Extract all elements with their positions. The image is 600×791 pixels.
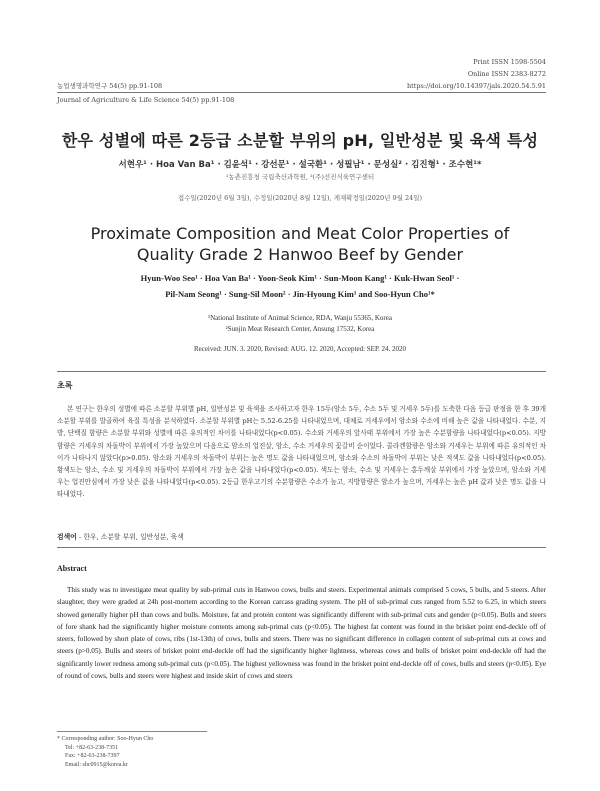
- title-en-line-2: Quality Grade 2 Hanwoo Beef by Gender: [136, 245, 464, 264]
- abstract-en-heading: Abstract: [57, 564, 87, 573]
- keywords: [57, 531, 184, 541]
- dates-en: Received: JUN. 3. 2020, Revised: AUG. 12. 2020, Accepted: SEP. 24. 2020: [193, 345, 407, 353]
- affiliation-en-line-1: ¹National Institute of Animal Science, RDA, Wanju 55365, Korea: [208, 314, 392, 322]
- title-en-line-1: Proximate Composition and Meat Color Properties of: [90, 224, 510, 243]
- keywords-label: 검색어: [57, 533, 77, 541]
- keywords-text: - 한우, 소분할 부위, 일반성분, 육색: [76, 533, 184, 541]
- footnote-divider: [57, 731, 207, 732]
- authors-en-line-2: Pil-Nam Seong¹ · Sung-Sil Moon² · Jin-Hyoung Kim¹ and Soo-Hyun Cho¹*: [165, 289, 435, 299]
- footnote: [57, 735, 153, 769]
- fax: Fax: +82-63-238-7397: [65, 753, 120, 760]
- authors-kr: 서현우¹ · Hoa Van Ba¹ · 김윤석¹ · 강선문¹ · 설국환¹ · 성필남¹ · 문성실² · 김진형¹ · 조수현¹*: [118, 160, 482, 170]
- print-issn: Print ISSN 1598-5504: [473, 58, 546, 66]
- tel: Tel: +82-63-238-7351: [65, 744, 119, 751]
- authors-en: [0, 270, 600, 302]
- abstract-kr-heading: 초록: [57, 380, 73, 390]
- journal-citation-kr: 농업생명과학연구 54(5) pp.91-108: [57, 82, 163, 90]
- affiliation-kr: ¹농촌진흥청 국립축산과학원, ²(주)선진식육연구센터: [225, 173, 375, 181]
- page-title-kr: 한우 성별에 따른 2등급 소분할 부위의 pH, 일반성분 및 육색 특성: [61, 131, 539, 150]
- abstract-en-body: This study was to investigate meat quality by sub-primal cuts in Hanwoo cows, bulls and steers. Experimental animals comprised 5 cows, 5 bulls, and 5 steers. After slaughter, they were graded at 24h post-mortem according to the Korean carcass grading system. The pH of sub-primal cuts ranged from 5.52 to 6.25, in which steers showed generally higher pH than cows and bulls. Moisture, fat and protein content was significantly different with sub-primal cuts and gender (p<0.05). Bulls and steers of fore shank had the significantly higher moisture contents among sub-primal cuts (p<0.05). The highest fat content was found in the brisket point end-deckle off of steers, followed by short plate of cows, ribs (1st-13th) of cows, bulls and steers. There was no significant difference in collagen content of sub-primal cuts at cows and steers (p>0.05). Bulls and steers of brisket point end-deckle off had the significantly higher lightness, whereas cows and bulls of brisket point end-deckle off had the significantly lower redness among sub-primal cuts (p<0.05). The highest yellowness was found in the brisket point end-deckle off of cows, bulls and steers (p<0.05). Eye of round of cows, bulls and steers were highest and inside skirt of cows and steers: [57, 586, 546, 681]
- doi-link[interactable]: https://doi.org/10.14397/jals.2020.54.5.91: [406, 82, 546, 90]
- abstract-kr-body: 본 연구는 한우의 성별에 따른 소분할 부위별 pH, 일반성분 및 육색을 조사하고자 한우 15두(암소 5두, 수소 5두 및 거세우 5두)를 도축한 다음 등급 판정을 한 후 39개 소분할 부위를 발골하여 육질 특성을 분석하였다. 소분할 부위별 pH는 5.52-6.25를 나타내었으며, 대체로 거세우에서 암소와 수소에 비해 높은 값을 나타내었다. 수분, 지방, 단백질 함량은 소분할 부위와 성별에 따른 유의적인 차이를 나타내었다(p<0.05). 수소와 거세우의 앞사태 부위에서 가장 높은 수분함량을 나타내었다(p<0.05). 지방함량은 거세우의 차돌박이 부위에서 가장 높았으며 다음으로 암소의 업진살, 암소, 수소 거세우의 꽃갈비 순이었다. 콜라겐함량은 암소와 거세우는 부위에 따른 유의적인 차이가 나타나지 않았다(p>0.05). 암소와 거세우의 차돌박이 부위는 높은 명도 값을 나타내었으며, 암소와 수소의 차돌박이 부위는 낮은 적색도 값을 나타내었다(p<0.05). 황색도는 암소, 수소 및 거세우의 차돌박이 부위에서 가장 높은 값을 나타내었다(p<0.05). 색도는 암소, 수소 및 거세우는 홍두깨살 부위에서 가장 높았으며, 암소와 거세우는 업진안심에서 가장 낮은 값을 나타내었다(p<0.05). 2등급 한우고기의 수분함량은 수소가 높고, 지방함량은 암소가 높으며, 거세우는 높은 pH 값과 낮은 명도 값을 나타내었다.: [57, 405, 546, 499]
- dates-kr: 접수일(2020년 6월 3일), 수정일(2020년 8월 12일), 게재확정일(2020년 9월 24일): [177, 194, 423, 202]
- online-issn: Online ISSN 2383-8272: [467, 70, 546, 78]
- affiliation-en: [0, 313, 600, 335]
- corresponding-author: * Corresponding author: Soo-Hyun Cho: [57, 736, 154, 742]
- affiliation-en-line-2: ²Sunjin Meat Research Center, Ansung 17532, Korea: [225, 325, 375, 333]
- section-divider-bottom: [57, 547, 546, 548]
- email-link[interactable]: Email: shc0915@korea.kr: [65, 761, 128, 768]
- page-title-en: [0, 223, 600, 265]
- section-divider-top: [57, 371, 546, 372]
- journal-citation-en: Journal of Agriculture & Life Science 54(5) pp.91-108: [57, 96, 235, 104]
- header-divider: [57, 92, 546, 93]
- authors-en-line-1: Hyun-Woo Seo¹ · Hoa Van Ba¹ · Yoon-Seok Kim¹ · Sun-Moon Kang¹ · Kuk-Hwan Seol¹ ·: [140, 273, 460, 283]
